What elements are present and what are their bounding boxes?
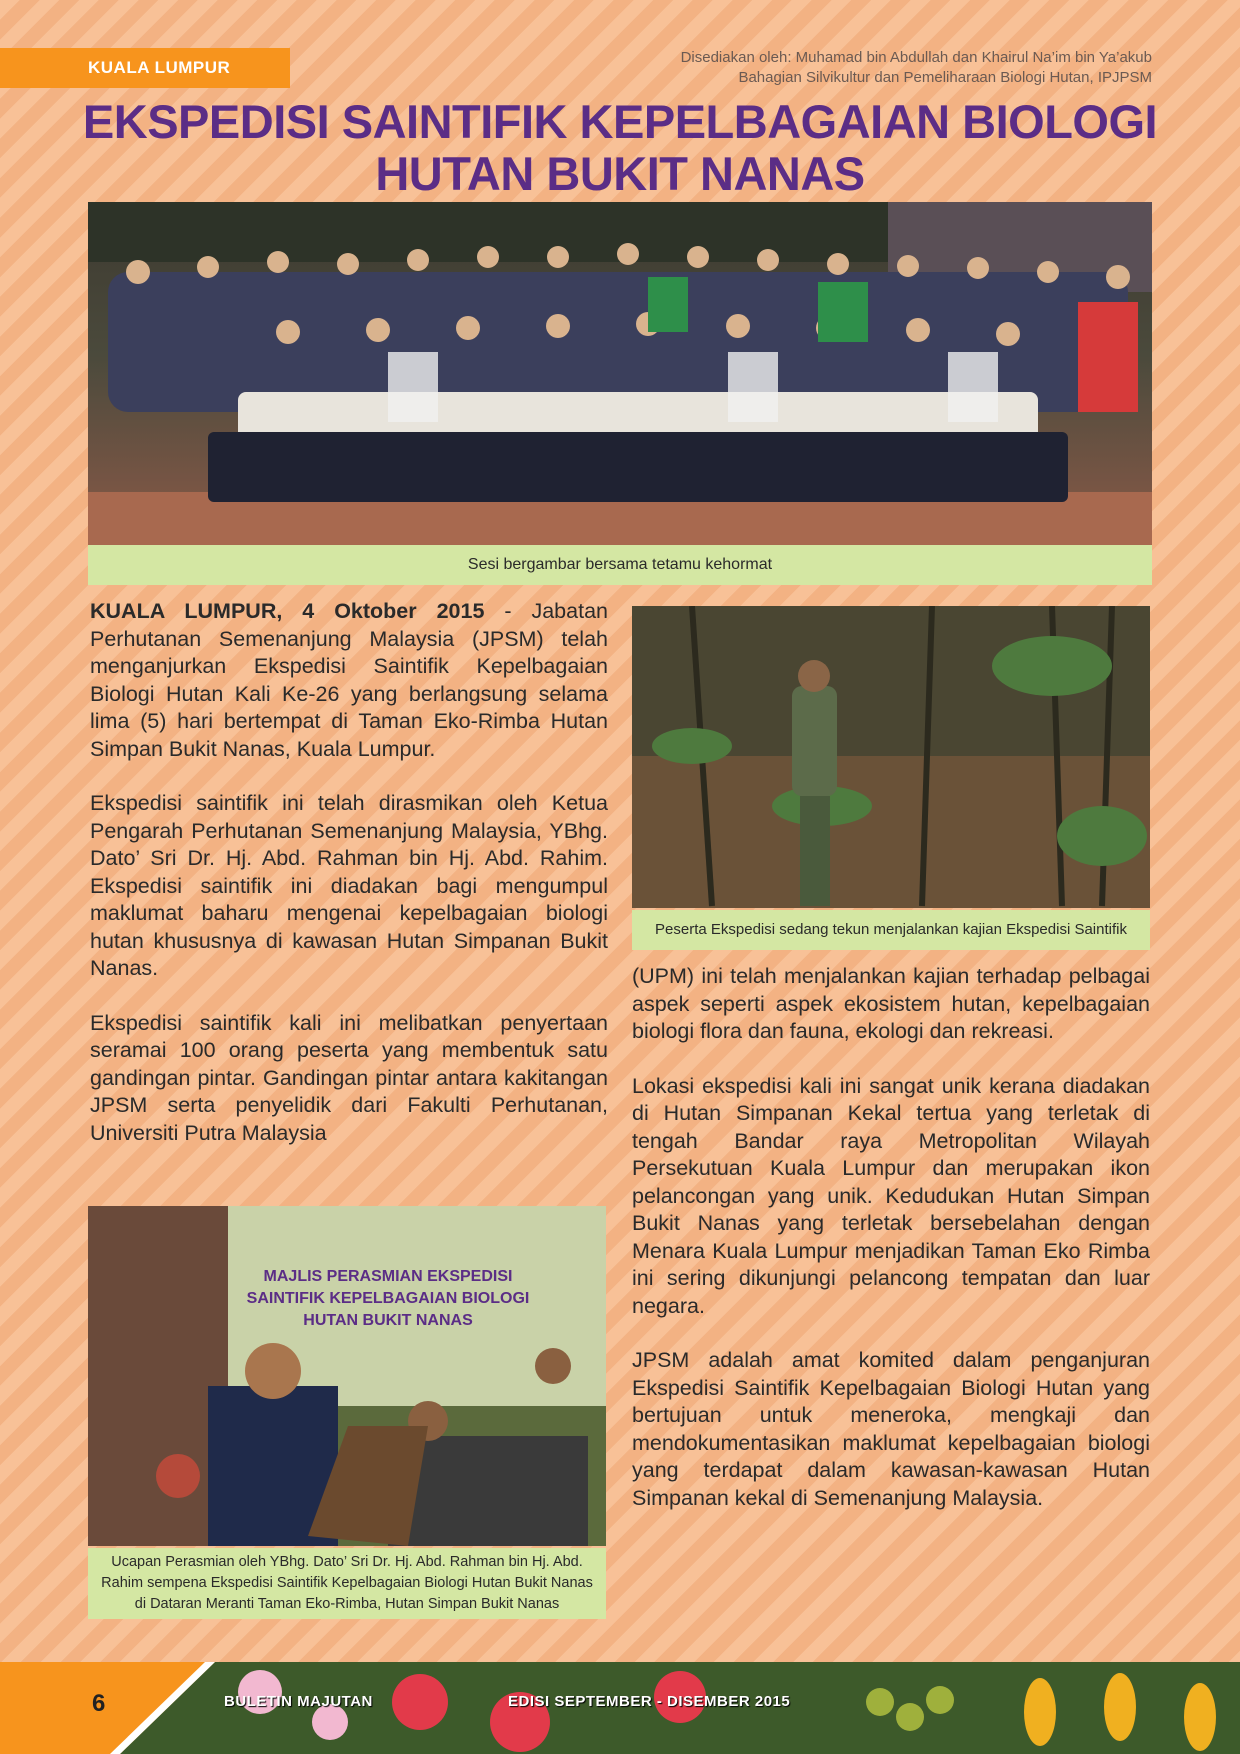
author-credit xyxy=(681,48,1152,88)
speech-photo-image xyxy=(88,1206,606,1546)
forest-photo-image xyxy=(632,606,1150,908)
speech-photo-caption: Ucapan Perasmian oleh YBhg. Dato’ Sri Dr. Hj. Abd. Rahman bin Hj. Abd. Rahim sempena Ekspedisi Saintifik Kepelbagaian Biologi Hutan Bukit Nanas di Dataran Meranti Taman Eko-Rimba, Hutan Simpan Bukit Nanas xyxy=(88,1548,606,1619)
article-dateline: KUALA LUMPUR, 4 Oktober 2015 xyxy=(90,599,485,623)
title-line-1: EKSPEDISI SAINTIFIK KEPELBAGAIAN BIOLOGI xyxy=(82,95,1158,148)
speech-banner-text: MAJLIS PERASMIAN EKSPEDISI SAINTIFIK KEPELBAGAIAN BIOLOGI HUTAN BUKIT NANAS xyxy=(246,1268,530,1329)
article-column-left xyxy=(90,598,608,1174)
group-photo-caption: Sesi bergambar bersama tetamu kehormat xyxy=(88,545,1152,585)
forest-photo xyxy=(632,606,1150,908)
article-paragraph-2: Ekspedisi saintifik ini telah dirasmikan oleh Ketua Pengarah Perhutanan Semenanjung Malaysia, YBhg. Dato’ Sri Dr. Hj. Abd. Rahman bin Hj. Abd. Rahim. Ekspedisi saintifik ini diadakan bagi mengumpul maklumat baharu mengenai kepelbagaian biologi hutan khususnya di kawasan Hutan Simpanan Bukit Nanas. xyxy=(90,791,608,980)
page-number: 6 xyxy=(92,1690,106,1717)
location-tag: KUALA LUMPUR xyxy=(0,48,290,88)
edition-label: EDISI SEPTEMBER - DISEMBER 2015 xyxy=(508,1693,791,1710)
credit-authors: Disediakan oleh: Muhamad bin Abdullah dan Khairul Na’im bin Ya’akub xyxy=(680,49,1152,66)
article-paragraph-6: JPSM adalah amat komited dalam penganjuran Ekspedisi Saintifik Kepelbagaian Biologi Hutan yang bertujuan untuk meneroka, mengkaji dan mendokumentasikan maklumat kepelbagaian biologi yang terdapat dalam kawasan-kawasan Hutan Simpanan kekal di Semenanjung Malaysia. xyxy=(632,1348,1150,1510)
article-paragraph-5: Lokasi ekspedisi kali ini sangat unik kerana diadakan di Hutan Simpanan Kekal tertua yang terletak di tengah Bandar raya Metropolitan Wilayah Persekutuan Kuala Lumpur dan merupakan ikon pelancongan yang unik. Kedudukan Hutan Simpan Bukit Nanas yang terletak bersebelahan dengan Menara Kuala Lumpur menjadikan Taman Eko Rimba ini sering dikunjungi pelancong tempatan dan luar negara. xyxy=(632,1073,1150,1318)
article-column-right xyxy=(632,963,1150,1539)
forest-photo-caption: Peserta Ekspedisi sedang tekun menjalankan kajian Ekspedisi Saintifik xyxy=(632,910,1150,950)
article-paragraph-4: (UPM) ini telah menjalankan kajian terhadap pelbagai aspek seperti aspek ekosistem hutan, kepelbagaian biologi flora dan fauna, ekologi dan rekreasi. xyxy=(632,964,1150,1043)
credit-division: Bahagian Silvikultur dan Pemeliharaan Biologi Hutan, IPJPSM xyxy=(738,69,1152,86)
article-paragraph-1 xyxy=(90,598,608,763)
article-paragraph-3: Ekspedisi saintifik kali ini melibatkan penyertaan seramai 100 orang peserta yang membentuk satu gandingan pintar. Gandingan pintar antara kakitangan JPSM serta penyelidik dari Fakulti Perhutanan, Universiti Putra Malaysia xyxy=(90,1010,608,1145)
group-photo-image xyxy=(88,202,1152,545)
group-photo xyxy=(88,202,1152,545)
speech-photo xyxy=(88,1206,606,1546)
title-line-2: HUTAN BUKIT NANAS xyxy=(375,147,865,200)
page-title xyxy=(60,96,1180,200)
bulletin-name: BULETIN MAJUTAN xyxy=(224,1693,373,1710)
article-paragraph-1-text: - Jabatan Perhutanan Semenanjung Malaysia (JPSM) telah menganjurkan Ekspedisi Saintifik Kepelbagaian Biologi Hutan Kali Ke-26 yang berlangsung selama lima (5) hari bertempat di Taman Eko-Rimba Hutan Simpan Bukit Nanas, Kuala Lumpur. xyxy=(90,599,608,761)
